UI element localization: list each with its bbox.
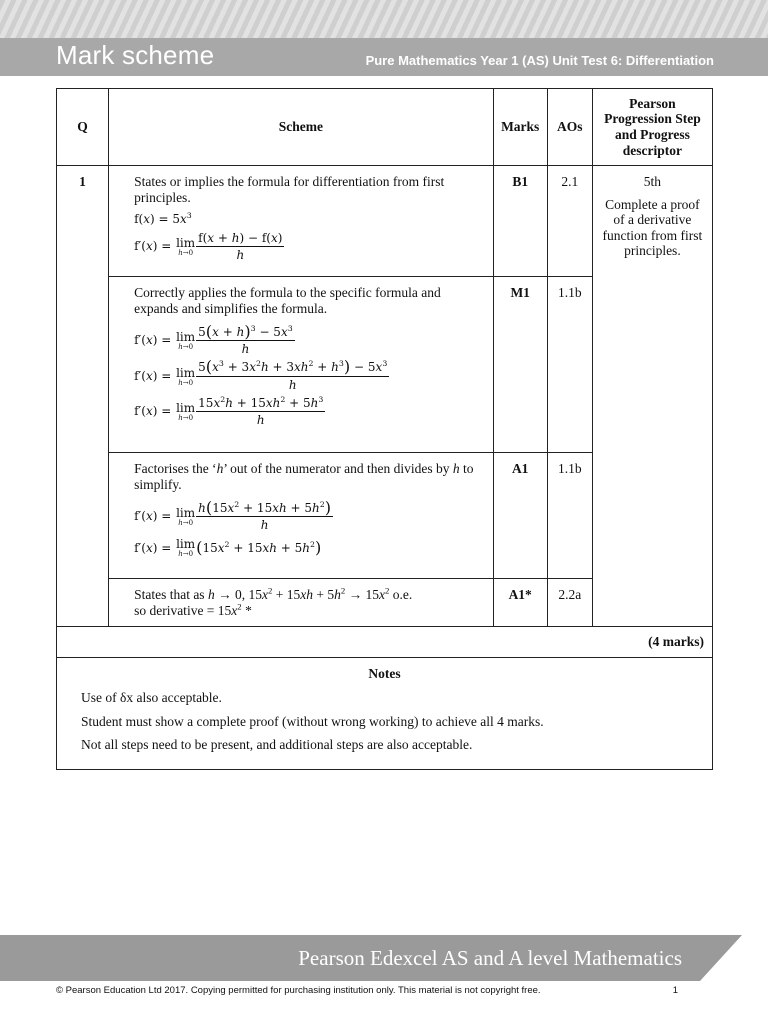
fraction: $\frac{5(x^3 + 3x^2h + 3xh^2 + h^3) - 5x^3}{h}$ [198,357,388,392]
page-number: 1 [672,985,678,996]
limit: lim h→0 [176,506,196,528]
fraction: $\frac{h(15x^2 + 15xh + 5h^2)}{h}$ [198,498,332,533]
limit: lim h→0 [176,365,196,387]
equation: f′(x) = lim h→0 $\frac{15x^2h + 15xh^2 + 5h^3}{h}$ [134,394,324,427]
footer-band [0,935,768,981]
scheme-cell [109,579,494,627]
table-row [57,166,713,277]
footer-brand: Pearson Edexcel AS and A level Mathematics [298,946,682,970]
mark-scheme-table [56,88,713,770]
fraction: $\frac{5(x + h)^3 - 5x^3}{h}$ [198,322,293,357]
fraction: $\frac{f(x + h) - f(x)}{h}$ [198,230,283,263]
header-scheme: Scheme [109,89,494,166]
notes-row [57,657,713,769]
fraction: $\frac{15x^2h + 15xh^2 + 5h^3}{h}$ [198,394,324,427]
table-header-row [57,89,713,166]
limit: lim h→0 [176,330,196,352]
scheme-cell [109,277,494,453]
scheme-cell [109,453,494,579]
equation: f′(x) = lim h→0 $\frac{h(15x^2 + 15xh + 5h^2)}{h}$ [134,498,332,533]
mark-cell: B1 [493,166,547,277]
ao-cell: 1.1b [547,277,592,453]
header-aos: AOs [547,89,592,166]
limit: lim h→0 [176,236,196,258]
mark-cell: A1* [493,579,547,627]
notes-heading: Notes [368,665,401,681]
progress-descriptor: Complete a proof of a derivative function from first principles. [602,196,703,259]
scheme-text: Factorises the ‘h’ out of the numerator and then divides by h to simplify. [134,461,474,492]
equation: f′(x) = lim h→0 $\frac{5(x + h)^3 - 5x^3}{h}$ [134,322,293,357]
progress-cell [592,166,712,627]
note-item: Student must show a complete proof (without wrong working) to achieve all 4 marks. [81,713,544,729]
question-number: 1 [57,166,109,627]
equation: f′(x) = lim h→0 $(15x^2 + 15xh + 5h^2)$ [134,537,322,559]
ao-cell: 2.2a [547,579,592,627]
progress-step: 5th [643,174,662,189]
limit: lim h→0 [176,537,196,559]
equation: f′(x) = lim h→0 $\frac{f(x + h) - f(x)}{h}$ [134,230,283,263]
total-row [57,627,713,658]
scheme-text: Correctly applies the formula to the specific formula and expands and simplifies the formula. [134,285,441,316]
limit: lim h→0 [176,400,196,422]
mark-cell: A1 [493,453,547,579]
scheme-text: States or implies the formula for differentiation from first principles. [134,174,445,205]
notes-cell [57,657,713,769]
header-q: Q [57,89,109,166]
ao-cell: 2.1 [547,166,592,277]
page-subtitle: Pure Mathematics Year 1 (AS) Unit Test 6: Differentiation [365,53,714,68]
total-marks: (4 marks) [57,627,713,658]
note-item: Not all steps need to be present, and additional steps are also acceptable. [81,737,473,753]
copyright-text: © Pearson Education Ltd 2017. Copying permitted for purchasing institution only. This material is not copyright free. [56,985,541,996]
equation: f′(x) = lim h→0 $\frac{5(x^3 + 3x^2h + 3xh^2 + h^3) - 5x^3}{h}$ [134,357,388,392]
page-title: Mark scheme [56,40,215,70]
scheme-cell [109,166,494,277]
page-header [0,0,768,76]
header-progress: Pearson Progression Step and Progress descriptor [592,89,712,166]
header-marks: Marks [493,89,547,166]
note-item: Use of δx also acceptable. [81,690,222,706]
ao-cell: 1.1b [547,453,592,579]
mark-cell: M1 [493,277,547,453]
scheme-text: States that as h → 0, $15x^2 + 15xh + 5h^2 \to 15x^2$ o.e. so derivative = $15x^2$ * [134,585,413,618]
equation: $f(x) = 5x^3$ [134,211,192,227]
